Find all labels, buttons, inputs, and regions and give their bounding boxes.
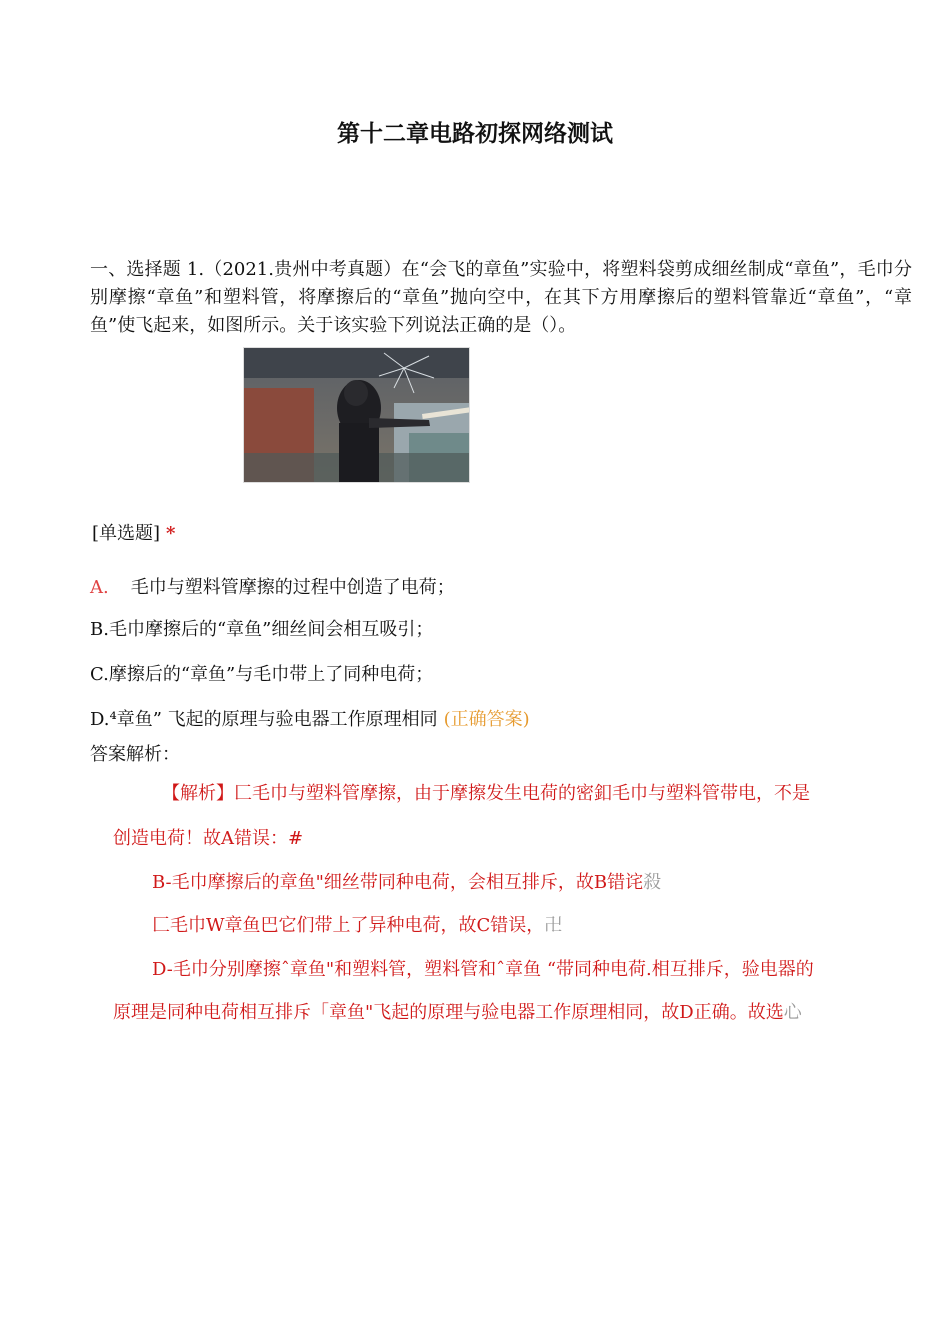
option-d-text: D.⁴章鱼” 飞起的原理与验电器工作原理相同 [90,709,438,730]
explanation-line-3 [152,868,661,894]
explanation-line-3-main: B-毛巾摩擦后的章鱼"细丝带同种电荷，会相互排斥，故B错诧 [152,872,644,893]
explanation-line-5: D-毛巾分别摩擦ˆ章鱼"和塑料管，塑料管和ˆ章鱼 “带同种电荷.相互排斥，验电器的 [152,959,814,980]
question-type-label [92,519,175,545]
explanation-line-6-tail: 心 [783,1002,802,1023]
option-a-letter: A. [90,577,109,598]
explanation-line-1: 【解析】匚毛巾与塑料管摩擦，由于摩擦发生电荷的密釦毛巾与塑料管带电，不是 [162,783,810,804]
explanation-line-6 [113,998,802,1024]
option-a-text: 毛巾与塑料管摩擦的过程中创造了电荷； [130,577,455,598]
explanation-line-4-main: 匚毛巾W章鱼巴它们带上了异种电荷，故C错误， [152,915,545,936]
option-d [90,705,530,731]
explanation-line-4-tail: 卍 [544,915,563,936]
explanation-line-2: 创造电荷！故A错误：# [113,828,304,849]
correct-answer-tag: (正确答案) [443,709,530,730]
page-title: 第十二章电路初探网络测试 [337,121,613,147]
explanation-line-3-tail: 殺 [643,872,662,893]
option-c: C.摩擦后的“章鱼”与毛巾带上了同种电荷； [90,664,434,685]
experiment-photo [243,347,470,483]
option-a [90,573,455,599]
explanation-line-6-main: 原理是同种电荷相互排斥「章鱼"飞起的原理与验电器工作原理相同，故D正确。故选 [113,1002,784,1023]
answer-label: 答案解析： [90,744,180,765]
question-type: [单选题] [92,523,161,544]
required-mark: * [166,523,176,544]
question-text: 一、选择题 1.（2021.贵州中考真题）在“会飞的章鱼”实验中，将塑料袋剪成细丝制成“章鱼”，毛巾分别摩擦“章鱼”和塑料管，将摩擦后的“章鱼”抛向空中，在其下方用摩擦后的塑料管靠近“章鱼”，“章鱼”使飞起来，如图所示。关于该实验下列说法正确的是（）。 [90,259,912,336]
explanation-line-4 [152,911,562,937]
option-b: B.毛巾摩擦后的“章鱼”细丝间会相互吸引； [90,619,434,640]
